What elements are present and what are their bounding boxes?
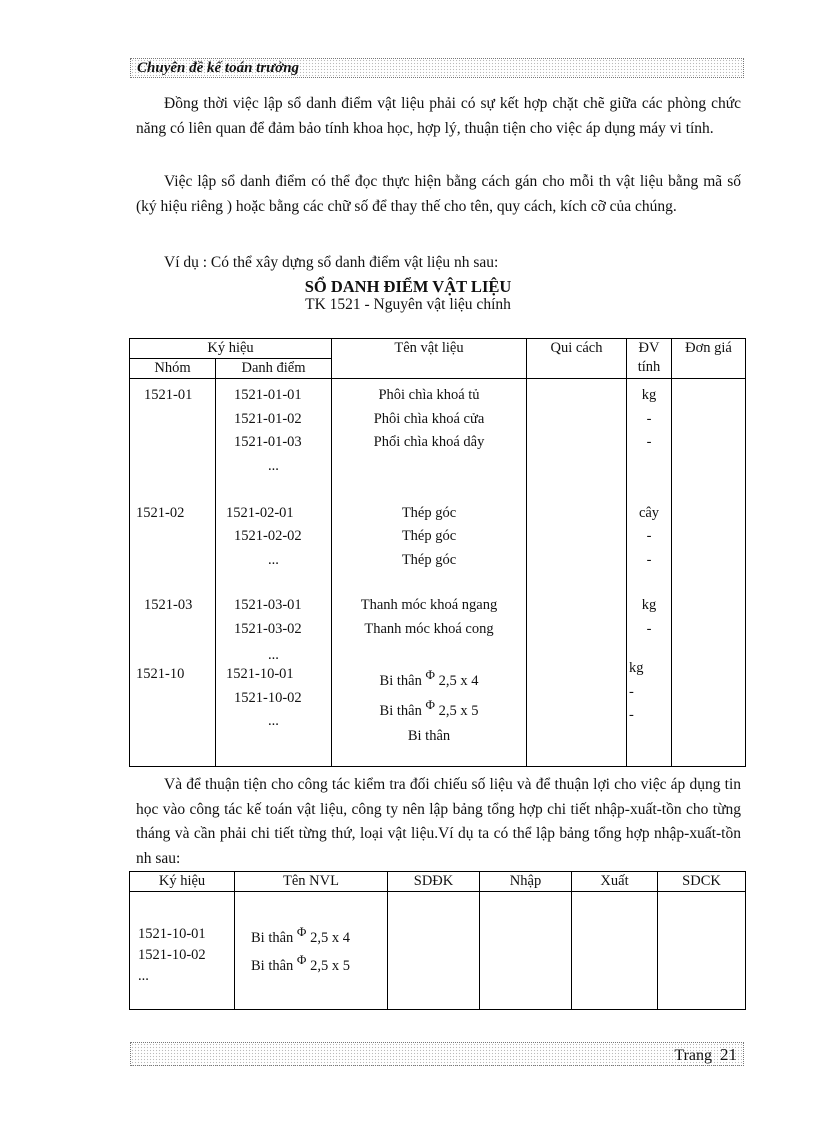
name: Bi thân: [379, 673, 422, 689]
nhom-cell: [130, 379, 216, 767]
code: 1521-03-02: [234, 620, 302, 637]
unit: cây: [638, 504, 660, 521]
nhap-xuat-ton-table: [129, 871, 746, 1010]
name: Bi thân: [379, 703, 422, 719]
page-footer: [130, 1042, 744, 1066]
name: Phôi chìa khoá cửa: [373, 410, 485, 427]
code: 1521-01-01: [234, 387, 302, 403]
code: 1521-10-01: [226, 666, 294, 682]
nhom-1521-02: 1521-02: [136, 504, 185, 521]
danh-diem-table: [129, 338, 746, 767]
col-danh-diem: Danh điểm: [216, 359, 332, 379]
unit: kg: [641, 597, 657, 613]
code: 1521-01-02: [234, 410, 302, 427]
col-dv-tinh: [627, 339, 672, 379]
spec: 2,5 x 5: [310, 958, 350, 974]
unit: kg: [641, 387, 657, 403]
col-ky-hieu: Ký hiệu: [130, 872, 235, 892]
col-sdck: SDCK: [658, 872, 746, 892]
unit: -: [629, 683, 634, 700]
name-with-spec: [251, 954, 387, 978]
dv-tinh-cell: [627, 379, 672, 767]
name-with-spec: [332, 695, 526, 725]
name: Thép góc: [401, 528, 457, 544]
phi-symbol: Φ: [296, 924, 307, 939]
name: Phôi chìa khoá tủ: [378, 387, 480, 403]
spec: 2,5 x 4: [438, 673, 479, 689]
page-label: Trang: [674, 1047, 712, 1064]
name: Bi thân: [407, 728, 451, 744]
name: Thanh móc khoá cong: [364, 620, 494, 637]
ellipsis: ...: [268, 551, 279, 568]
paragraph-3: Ví dụ : Có thể xây dựng sổ danh điểm vật liệu nh sau:: [164, 254, 499, 271]
col-xuat: Xuất: [572, 872, 658, 892]
page-header: [130, 58, 744, 78]
ellipsis: ...: [268, 647, 279, 663]
code: 1521-10-02: [234, 689, 302, 706]
sddk-cell: [388, 892, 480, 1010]
ky-hieu-cell: [130, 892, 235, 1010]
nhom-1521-10: 1521-10: [136, 666, 185, 682]
qui-cach-cell: [527, 379, 627, 767]
code: 1521-10-01: [138, 926, 206, 942]
paragraph-4: Và để thuận tiện cho công tác kiểm tra đối chiếu số liệu và để thuận lợi cho việc áp dụng tin học vào công tác kế toán vật liệu, công ty nên lập bảng tổng hợp chi tiết nhập-xuất-tồn cho từng tháng và cần phải chi tiết từng thứ, loại vật liệu.Ví dụ ta có thể lập bảng tổng hợp nhập-xuất-tồn nh sau:: [136, 776, 741, 867]
unit: -: [646, 620, 652, 637]
ellipsis: ...: [268, 457, 279, 474]
col-don-gia: Đơn giá: [672, 339, 746, 379]
col-ten-vat-lieu: Tên vật liệu: [332, 339, 527, 379]
header-title: Chuyên đề kế toán trưởng: [137, 60, 300, 76]
name: Thép góc: [401, 504, 457, 521]
paragraph-1: Đồng thời việc lập sổ danh điểm vật liệu phải có sự kết hợp chặt chẽ giữa các phòng chức năng có liên quan để đảm bảo tính khoa học, hợp lý, thuận tiện cho việc áp dụng máy vi tính.: [136, 95, 741, 137]
name: Thanh móc khoá ngang: [360, 597, 498, 613]
code: 1521-02-02: [234, 528, 302, 544]
col-qui-cach: Qui cách: [527, 339, 627, 379]
nhom-1521-03: 1521-03: [144, 597, 193, 613]
code: 1521-03-01: [234, 597, 302, 613]
dv-line-2: tính: [637, 359, 661, 375]
unit: -: [646, 410, 652, 427]
phi-symbol: Φ: [425, 667, 435, 682]
don-gia-cell: [672, 379, 746, 767]
unit: -: [646, 528, 652, 544]
name: Bi thân: [251, 930, 294, 946]
ten-vat-lieu-cell: [332, 379, 527, 767]
code: 1521-01-03: [234, 434, 302, 450]
col-nhom: Nhóm: [130, 359, 216, 379]
unit: -: [646, 434, 652, 450]
phi-symbol: Φ: [296, 952, 307, 967]
unit: kg: [629, 660, 644, 676]
nhom-1521-01: 1521-01: [144, 387, 193, 403]
col-ky-hieu: Ký hiệu: [130, 339, 332, 359]
name: Bi thân: [251, 958, 294, 974]
spec: 2,5 x 5: [438, 703, 479, 719]
col-nhap: Nhập: [480, 872, 572, 892]
ten-nvl-cell: [235, 892, 388, 1010]
name-with-spec: [251, 926, 387, 954]
name: Phổi chìa khoá dây: [373, 434, 485, 450]
col-sddk: SDĐK: [388, 872, 480, 892]
book-subtitle: TK 1521 - Nguyên vật liệu chính: [305, 296, 511, 313]
phi-symbol: Φ: [425, 697, 435, 712]
dv-line-1: ĐV: [638, 340, 660, 356]
name-with-spec: [332, 663, 526, 695]
paragraph-2: Việc lập sổ danh điểm có thể đọc thực hiện bằng cách gán cho mỗi th vật liệu bằng mã số (ký hiệu riêng ) hoặc bằng các chữ số để thay thế cho tên, quy cách, kích cỡ của chúng.: [136, 173, 741, 215]
code: 1521-10-02: [138, 947, 206, 963]
book-title: SỔ DANH ĐIỂM VẬT LIỆU: [304, 277, 512, 296]
page-value: 21: [720, 1045, 737, 1064]
col-ten-nvl: Tên NVL: [235, 872, 388, 892]
unit: -: [629, 707, 634, 723]
unit: -: [646, 551, 652, 568]
page-number: [674, 1043, 737, 1068]
nhap-cell: [480, 892, 572, 1010]
xuat-cell: [572, 892, 658, 1010]
name: Thép góc: [401, 551, 457, 568]
sdck-cell: [658, 892, 746, 1010]
code: 1521-02-01: [226, 504, 294, 521]
ellipsis: ...: [268, 713, 279, 729]
danh-diem-cell: [216, 379, 332, 767]
ellipsis: ...: [138, 968, 149, 984]
spec: 2,5 x 4: [310, 930, 350, 946]
